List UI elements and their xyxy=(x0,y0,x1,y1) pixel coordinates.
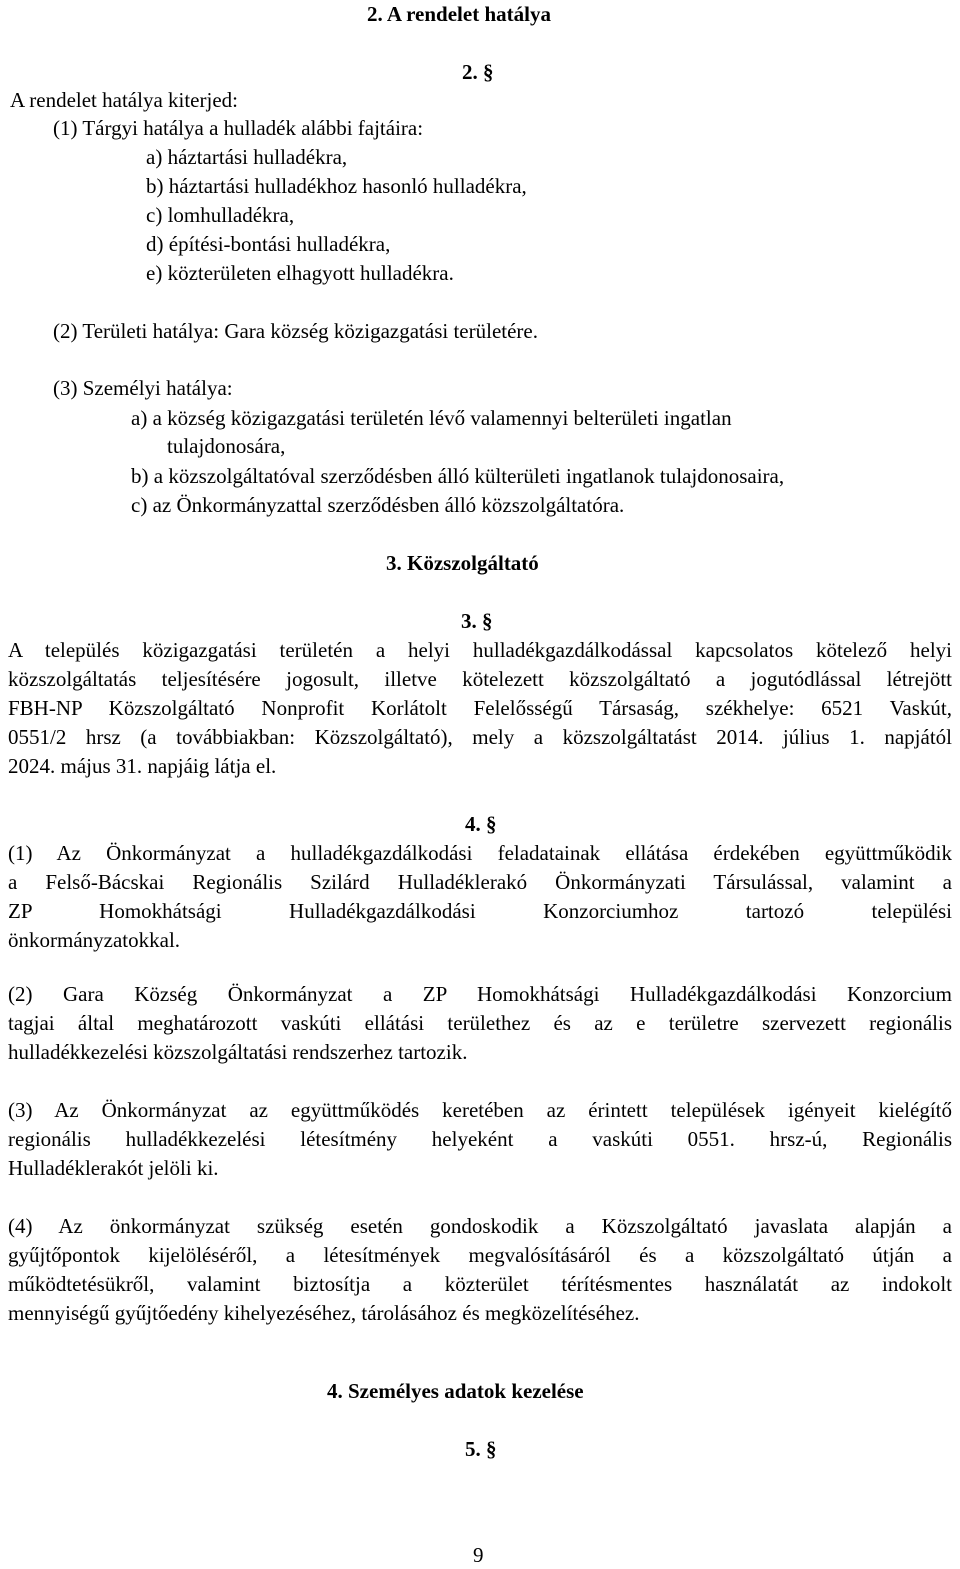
section4-p1-line: a Felső-Bácskai Regionális Szilárd Hulladéklerakó Önkormányzati Társulással, valamint a xyxy=(8,870,952,894)
p3-item-a-line2: tulajdonosára, xyxy=(167,434,286,458)
section4-p3-last-line: Hulladéklerakót jelöli ki. xyxy=(8,1156,219,1180)
section4-p1-last-line: önkormányzatokkal. xyxy=(8,928,181,952)
list-item-e: e) közterületen elhagyott hulladékra. xyxy=(146,261,454,285)
section-heading-2: 2. A rendelet hatálya xyxy=(367,2,551,26)
section2-p3-intro: (3) Személyi hatálya: xyxy=(53,376,233,400)
section4-p3-line: (3) Az Önkormányzat az együttműködés keretében az érintett települések igényeit kielégítő xyxy=(8,1098,952,1122)
list-item-b: b) háztartási hulladékhoz hasonló hulladékra, xyxy=(146,174,527,198)
section4-p4-last-line: mennyiségű gyűjtőedény kihelyezéséhez, tárolásához és megközelítéséhez. xyxy=(8,1301,640,1325)
section4-p3-line: regionális hulladékkezelési létesítmény helyeként a vaskúti 0551. hrsz-ú, Regionális xyxy=(8,1127,952,1151)
section4-p2-line: tagjai által meghatározott vaskúti ellátási területhez és az e területre szervezett regionális xyxy=(8,1011,952,1035)
section-heading-4: 4. Személyes adatok kezelése xyxy=(327,1379,584,1403)
list-item-c: c) lomhulladékra, xyxy=(146,203,295,227)
paragraph-number-4: 4. § xyxy=(465,812,497,836)
page-number: 9 xyxy=(473,1543,484,1567)
section4-p4-line: gyűjtőpontok kijelöléséről, a létesítmények megvalósításáról és a közszolgáltató útján a xyxy=(8,1243,952,1267)
paragraph-number-5: 5. § xyxy=(465,1437,497,1461)
section4-p4-line: (4) Az önkormányzat szükség esetén gondoskodik a Közszolgáltató javaslata alapján a xyxy=(8,1214,952,1238)
paragraph-number-2: 2. § xyxy=(462,60,494,84)
section2-p2: (2) Területi hatálya: Gara község közigazgatási területére. xyxy=(53,319,538,343)
paragraph-number-3: 3. § xyxy=(461,609,493,633)
section3-line: 0551/2 hrsz (a továbbiakban: Közszolgáltató), mely a közszolgáltatást 2014. július 1. napjától xyxy=(8,725,952,749)
p3-item-b: b) a közszolgáltatóval szerződésben álló külterületi ingatlanok tulajdonosaira, xyxy=(131,464,785,488)
section4-p2-last-line: hulladékkezelési közszolgáltatási rendszerhez tartozik. xyxy=(8,1040,468,1064)
section3-line: A település közigazgatási területén a helyi hulladékgazdálkodással kapcsolatos kötelező helyi xyxy=(8,638,952,662)
section-heading-3: 3. Közszolgáltató xyxy=(386,551,539,575)
section4-p1-line: (1) Az Önkormányzat a hulladékgazdálkodási feladatainak ellátása érdekében együttműködik xyxy=(8,841,952,865)
section3-line: FBH-NP Közszolgáltató Nonprofit Korlátolt Felelősségű Társaság, székhelye: 6521 Vaskút, xyxy=(8,696,952,720)
list-item-d: d) építési-bontási hulladékra, xyxy=(146,232,391,256)
section2-intro: A rendelet hatálya kiterjed: xyxy=(10,88,238,112)
p3-item-c: c) az Önkormányzattal szerződésben álló közszolgáltatóra. xyxy=(131,493,625,517)
section2-p1-intro: (1) Tárgyi hatálya a hulladék alábbi fajtáira: xyxy=(53,116,424,140)
section3-line: közszolgáltatás teljesítésére jogosult, illetve kötelezett közszolgáltató a jogutódlással létrejött xyxy=(8,667,952,691)
section3-last-line: 2024. május 31. napjáig látja el. xyxy=(8,754,277,778)
section4-p2-line: (2) Gara Község Önkormányzat a ZP Homokhátsági Hulladékgazdálkodási Konzorcium xyxy=(8,982,952,1006)
p3-item-a-line1: a) a község közigazgatási területén lévő valamennyi belterületi ingatlan xyxy=(131,406,732,430)
section4-p1-line: ZP Homokhátsági Hulladékgazdálkodási Konzorciumhoz tartozó települési xyxy=(8,899,952,923)
section4-p4-line: működtetésükről, valamint biztosítja a közterület térítésmentes használatát az indokolt xyxy=(8,1272,952,1296)
list-item-a: a) háztartási hulladékra, xyxy=(146,145,348,169)
